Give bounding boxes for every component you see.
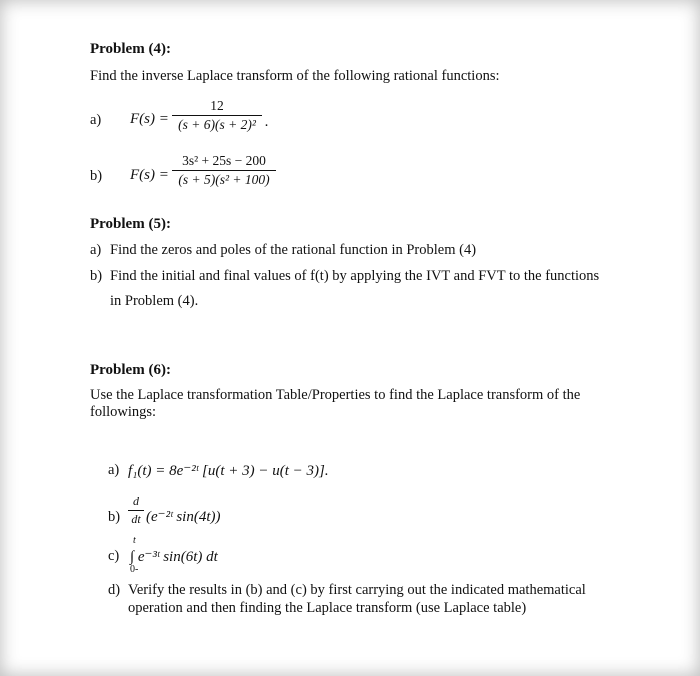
problem-4a-fraction	[172, 98, 262, 133]
problem-5b-label: b)	[90, 268, 103, 284]
problem-4b-lhs: F(s) =	[130, 167, 169, 183]
problem-6b-label: b)	[108, 509, 121, 525]
problem-6c-lower-limit: 0-	[130, 564, 139, 575]
problem-6b-derivative-den: dt	[131, 512, 141, 526]
problem-4b-label: b)	[90, 168, 103, 184]
problem-6a-label: a)	[108, 462, 120, 478]
problem-6c-upper-limit: t	[133, 535, 136, 546]
problem-6c-label: c)	[108, 548, 120, 564]
problem-6b-expression: (e⁻²ᵗ sin(4t))	[146, 509, 221, 525]
problem-6d-text-line1: Verify the results in (b) and (c) by first carrying out the indicated mathematical	[128, 582, 586, 598]
problem-4a-denominator: (s + 6)(s + 2)²	[178, 117, 256, 132]
problem-6-heading: Problem (6):	[90, 362, 171, 378]
problem-4-intro: Find the inverse Laplace transform of the following rational functions:	[90, 68, 500, 84]
problem-5-heading: Problem (5):	[90, 216, 171, 232]
problem-4a-numerator: 12	[210, 98, 224, 113]
problem-6c-expression: ∫ e⁻³ᵗ sin(6t) dt	[130, 549, 218, 565]
problem-4b-fraction	[172, 153, 276, 188]
problem-5b-text-line1: Find the initial and final values of f(t) by applying the IVT and FVT to the functions	[110, 268, 600, 284]
problem-6b-derivative-num: d	[133, 494, 139, 508]
problem-4a-lhs: F(s) =	[130, 111, 169, 127]
problem-5a-text: Find the zeros and poles of the rational function in Problem (4)	[110, 242, 477, 258]
problem-4b-numerator: 3s² + 25s − 200	[182, 153, 266, 168]
problem-4a-tail: .	[265, 114, 269, 130]
problem-6a-expression: f₁(t) = 8e⁻²ᵗ [u(t + 3) − u(t − 3)].	[128, 463, 329, 479]
problem-4-heading: Problem (4):	[90, 41, 171, 57]
problem-6-intro-line1: Use the Laplace transformation Table/Properties to find the Laplace transform of the	[90, 387, 581, 403]
problem-6b-derivative	[128, 494, 144, 527]
problem-6d-label: d)	[108, 582, 121, 598]
problem-4a-label: a)	[90, 112, 102, 128]
problem-4b-denominator: (s + 5)(s² + 100)	[178, 172, 270, 187]
problem-5b-text-line2: in Problem (4).	[110, 293, 199, 309]
problem-5a-label: a)	[90, 242, 102, 258]
problem-6d-text-line2: operation and then finding the Laplace transform (use Laplace table)	[128, 600, 527, 616]
problem-6-intro-line2: followings:	[90, 404, 157, 420]
